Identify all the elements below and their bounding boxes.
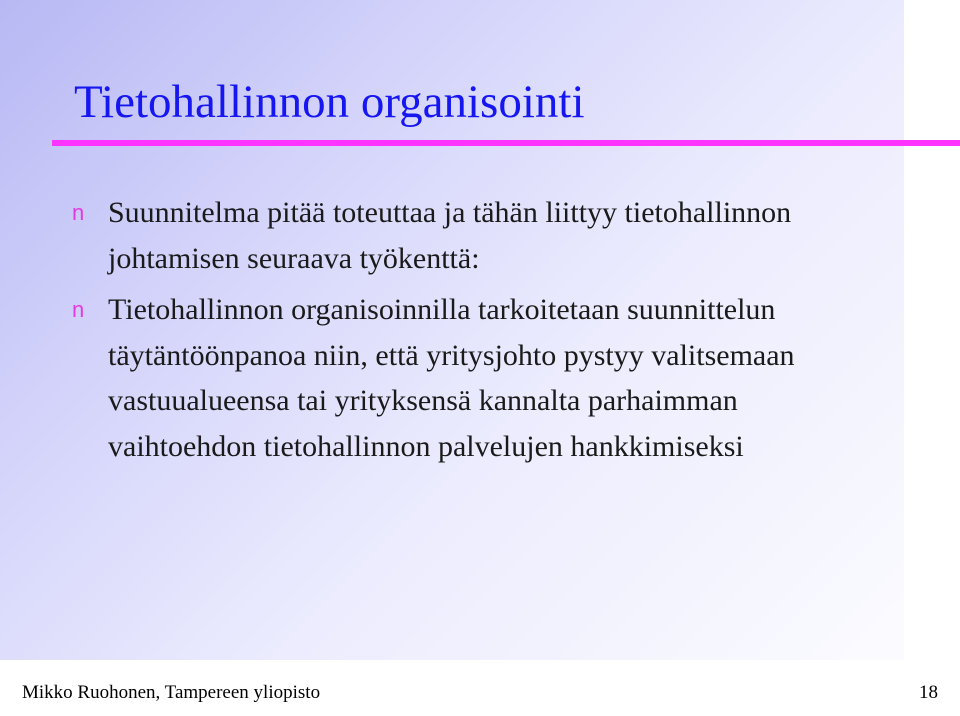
bullet-text: Suunnitelma pitää toteuttaa ja tähän liittyy tietohallinnon johtamisen seuraava työkenttä: bbox=[108, 196, 792, 275]
bullet-item bbox=[72, 190, 892, 281]
slide-title: Tietohallinnon organisointi bbox=[74, 76, 585, 128]
bullet-item bbox=[72, 287, 892, 469]
bullet-marker-icon: n bbox=[72, 297, 85, 322]
footer-author: Mikko Ruohonen, Tampereen yliopisto bbox=[22, 682, 321, 703]
title-underline bbox=[52, 140, 960, 146]
bullet-list bbox=[72, 190, 892, 475]
bullet-marker-icon: n bbox=[72, 200, 85, 225]
bullet-text: Tietohallinnon organisoinnilla tarkoitetaan suunnittelun täytäntöönpanoa niin, että yritysjohto pystyy valitsemaan vastuualueensa tai yrityksensä kannalta parhaimman vaihtoehdon tietohallinnon palvelujen hankkimiseksi bbox=[108, 293, 795, 463]
page-number: 18 bbox=[919, 682, 938, 703]
